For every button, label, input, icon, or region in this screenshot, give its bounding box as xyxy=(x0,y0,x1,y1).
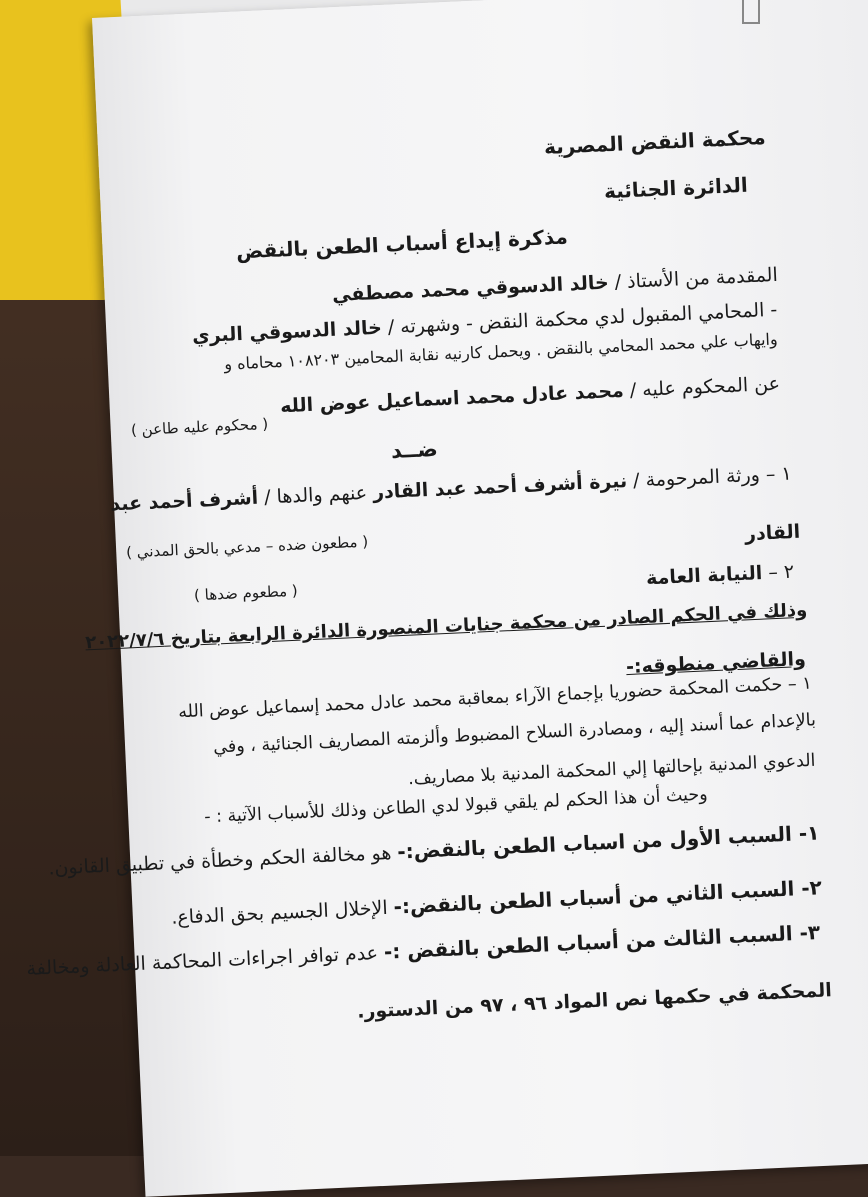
party1-father: أشرف أحمد عبد xyxy=(109,486,259,516)
ruling-paragraph-3: الدعوي المدنية بإحالتها إلي المحكمة المدنية بلا مصاريف. xyxy=(408,750,817,790)
ruling-paragraph-2: بالإعدام عما أسند إليه ، ومصادرة السلاح المضبوط وألزمته المصاريف الجنائية ، وفي xyxy=(212,710,817,758)
bookmark-icon xyxy=(742,0,760,24)
party2-name: النيابة العامة xyxy=(645,562,763,590)
convicted-role: ( محكوم عليه طاعن ) xyxy=(130,414,269,440)
memo-title: مذكرة إيداع أسباب الطعن بالنقض xyxy=(235,224,569,264)
reason-3-text: عدم توافر اجراءات المحاكمة العادلة ومخالفة xyxy=(25,942,379,981)
reason-2-text: الإخلال الجسيم بحق الدفاع. xyxy=(170,896,388,929)
reason-2-head: ٢- السبب الثاني من أسباب الطعن بالنقض:- xyxy=(392,875,823,919)
lawyer-desc: - المحامي المقبول لدي محكمة النقض - وشهرته / xyxy=(387,298,779,339)
cards-line: وايهاب علي محمد المحامي بالنقض . xyxy=(535,329,779,360)
convicted-label: عن المحكوم عليه / xyxy=(629,372,781,402)
syndicate-text: ويحمل كارنيه نقابة المحامين ١٠٨٢٠٣ محاماه و xyxy=(223,340,532,374)
reason-1-text: هو مخالفة الحكم وخطأة في تطبيق القانون. xyxy=(48,841,393,880)
court-name: محكمة النقض المصرية xyxy=(543,124,767,160)
party1-prefix: ١ – ورثة المرحومة / xyxy=(632,462,793,492)
party1-mid: عنهم والدها / xyxy=(263,481,368,509)
against-heading: ضــد xyxy=(390,436,439,464)
reason-1-head: ١- السبب الأول من اسباب الطعن بالنقض:- xyxy=(397,820,821,864)
convicted-name: محمد عادل محمد اسماعيل عوض الله xyxy=(279,379,625,418)
reason-3-cont: المحكمة في حكمها نص المواد ٩٦ ، ٩٧ من الدستور. xyxy=(356,979,833,1023)
party1-father-cont: القادر xyxy=(744,520,801,546)
ruling-intro: وذلك في الحكم الصادر من محكمة جنايات المنصورة الدائرة الرابعة بتاريخ ٢٠٢٢/٧/٦ xyxy=(85,599,809,654)
presented-by-label: المقدمة من الأستاذ / xyxy=(614,263,779,294)
presented-by xyxy=(332,264,779,307)
ruling-paragraph-1: ١ – حكمت المحكمة حضوريا بإجماع الآراء بمعاقبة محمد عادل محمد إسماعيل عوض الله xyxy=(177,673,813,723)
reason-3-head: ٣- السبب الثالث من أسباب الطعن بالنقض :- xyxy=(382,919,821,964)
reason-1 xyxy=(48,821,820,881)
lawyer-name: خالد الدسوقي محمد مصطفي xyxy=(331,271,610,307)
party1-line xyxy=(110,463,792,517)
reasons-intro: وحيث أن هذا الحكم لم يلقي قبولا لدي الطاعن وذلك للأسباب الآتية : - xyxy=(203,784,709,828)
reason-2 xyxy=(171,875,823,929)
reason-3 xyxy=(25,920,820,981)
lawyer-alias: خالد الدسوقي البري xyxy=(192,316,383,348)
party2-prefix: ٢ – xyxy=(767,560,795,584)
party2-line xyxy=(645,561,794,590)
circuit-name: الدائرة الجنائية xyxy=(603,172,749,204)
party1-role: ( مطعون ضده – مدعي بالحق المدني ) xyxy=(125,532,369,562)
ruling-operative: والقاضي منطوقه:- xyxy=(625,647,807,679)
party2-role: ( مطعوم ضدها ) xyxy=(193,581,299,605)
convicted-line xyxy=(280,373,781,418)
party1-name: نيرة أشرف أحمد عبد القادر xyxy=(372,470,628,504)
